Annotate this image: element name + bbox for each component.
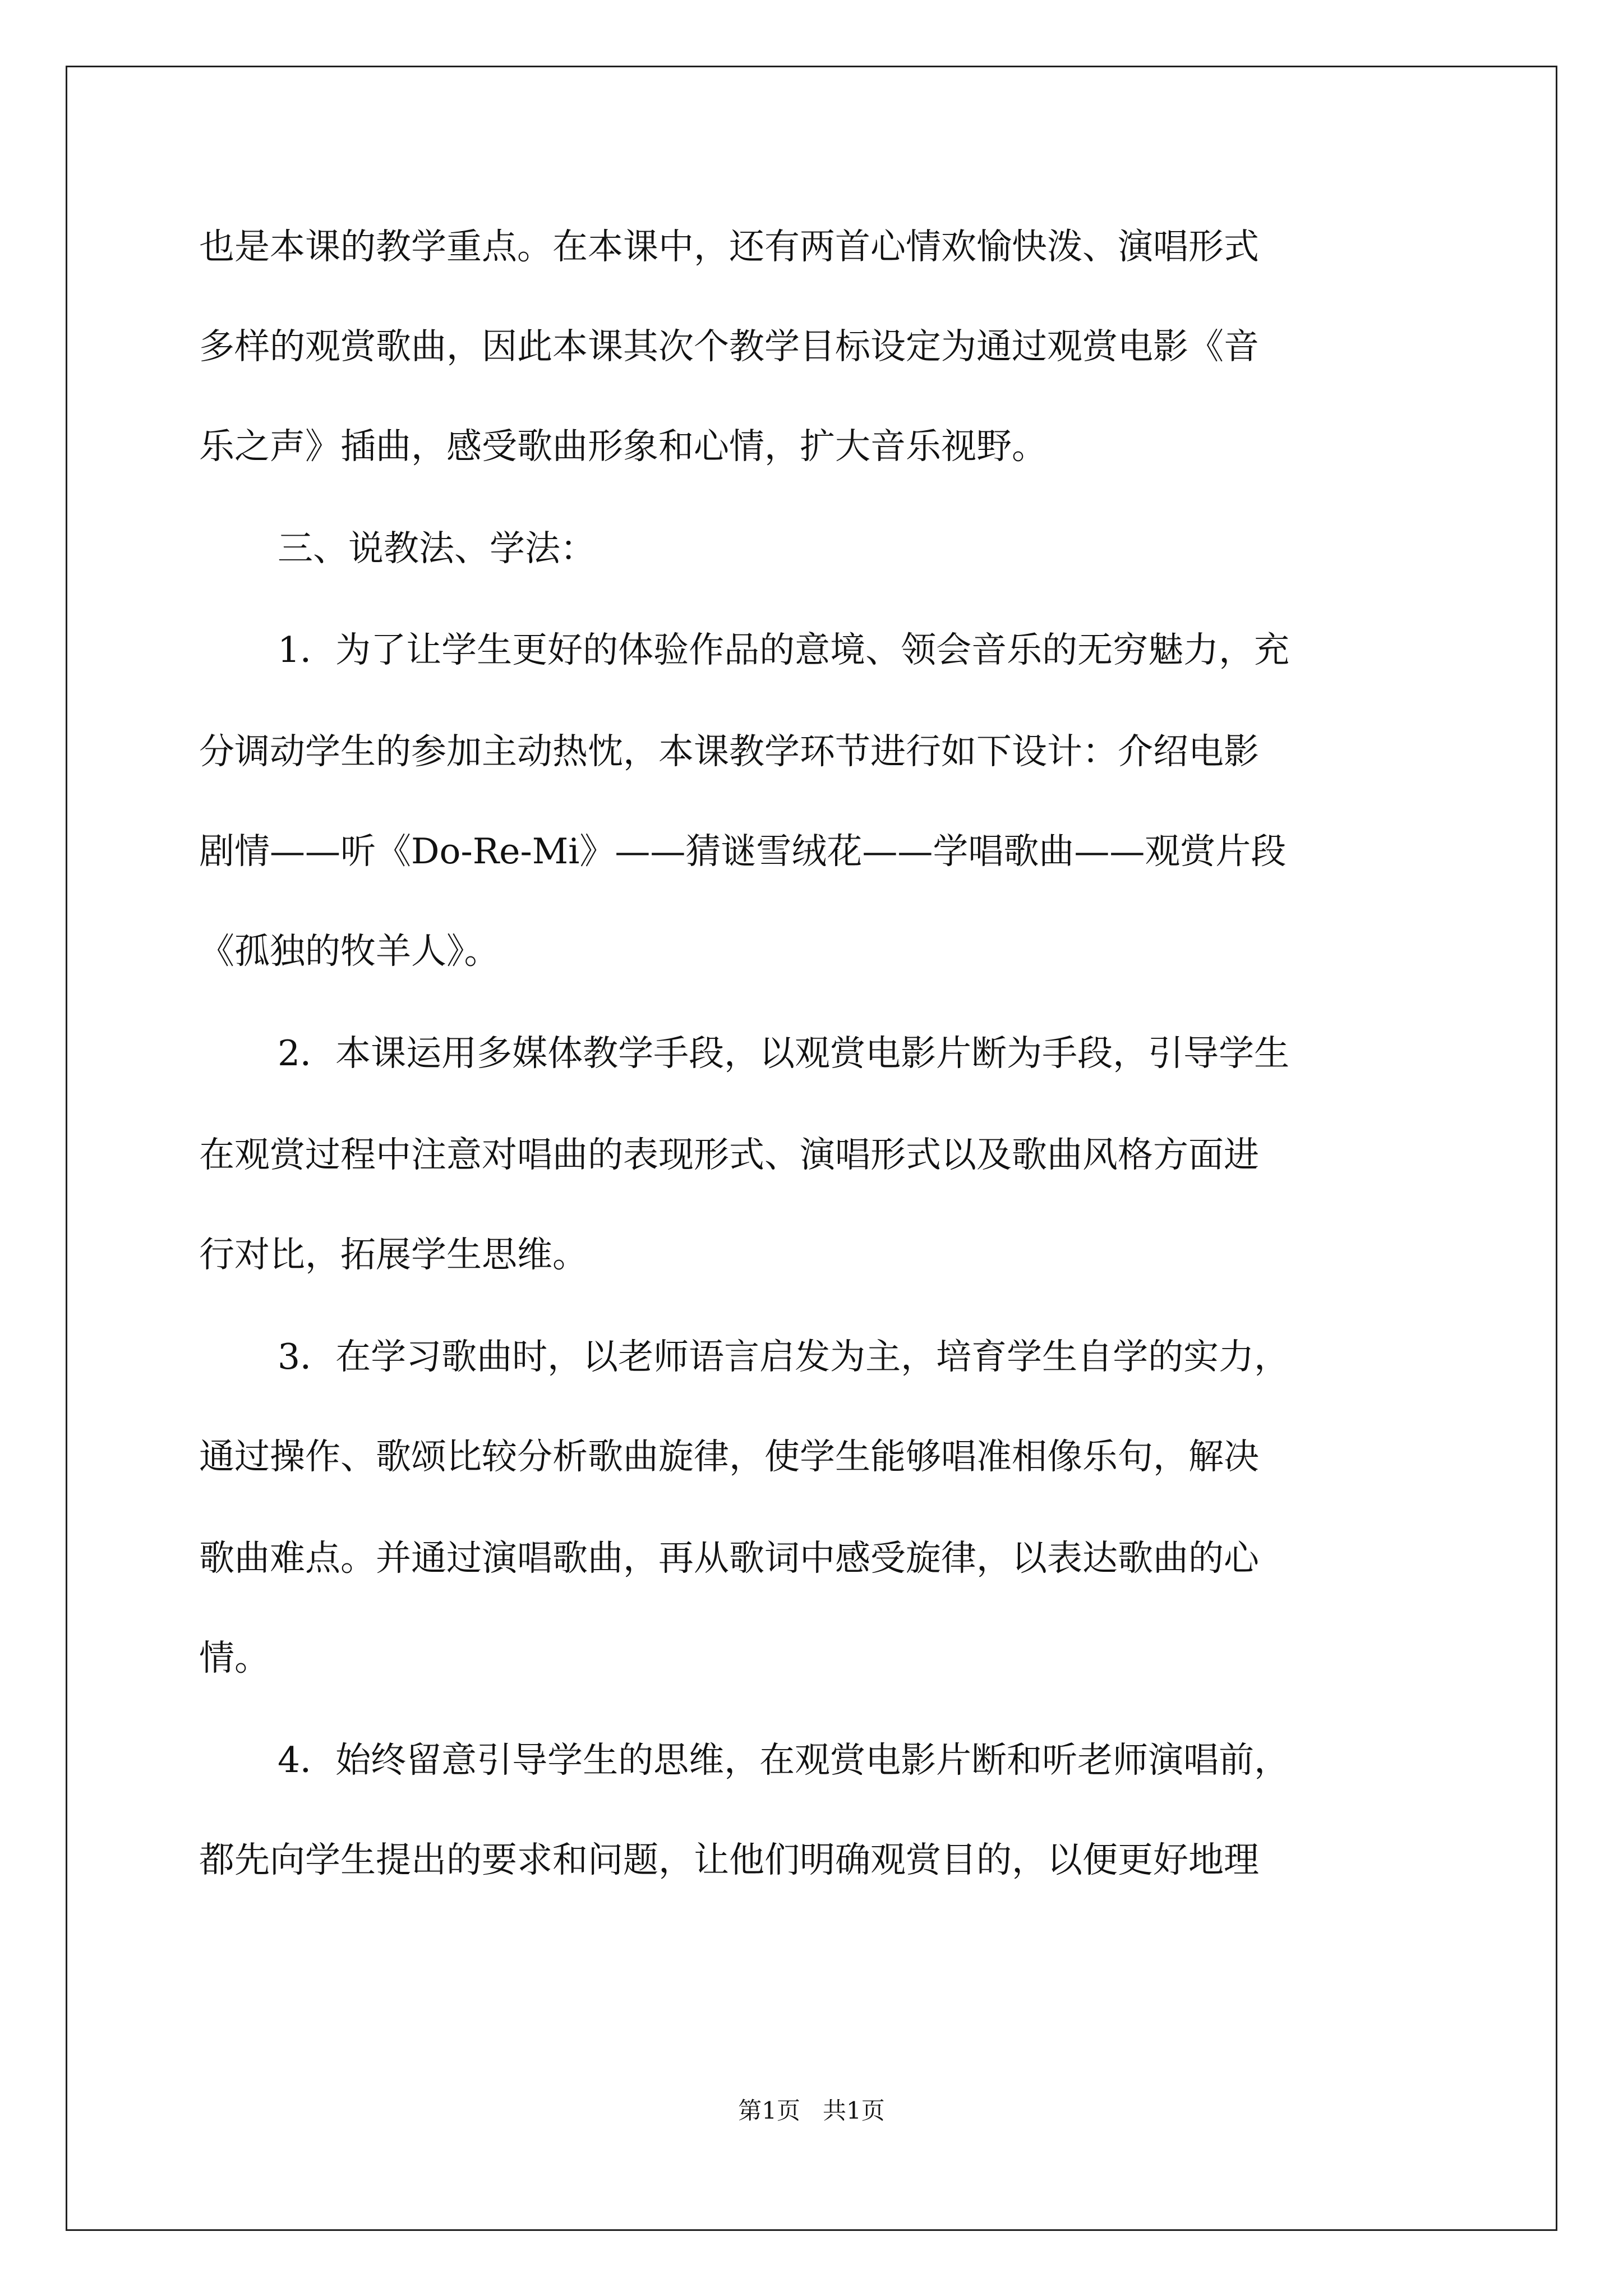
- text-line: 4．始终留意引导学生的思维，在观赏电影片断和听老师演唱前，: [278, 1740, 1290, 1780]
- page-footer: 第1页 共1页: [738, 2097, 885, 2124]
- text-line: 分调动学生的参加主动热忱，本课教学环节进行如下设计：介绍电影: [199, 731, 1259, 772]
- text-line: 都先向学生提出的要求和问题，让他们明确观赏目的，以便更好地理: [199, 1839, 1259, 1880]
- text-line: 1．为了让学生更好的体验作品的意境、领会音乐的无穷魅力，充: [278, 629, 1290, 670]
- section-heading: 三、说教法、学法：: [278, 528, 596, 569]
- text-line: 剧情——听《Do-Re-Mi》——猜谜雪绒花——学唱歌曲——观赏片段: [199, 831, 1287, 872]
- text-line: 情。: [199, 1637, 270, 1678]
- text-line: 乐之声》插曲，感受歌曲形象和心情，扩大音乐视野。: [199, 426, 1047, 467]
- text-line: 也是本课的教学重点。在本课中，还有两首心情欢愉快泼、演唱形式: [199, 226, 1259, 267]
- text-line: 2．本课运用多媒体教学手段，以观赏电影片断为手段，引导学生: [278, 1033, 1290, 1074]
- text-line: 3．在学习歌曲时，以老师语言启发为主，培育学生自学的实力，: [278, 1336, 1290, 1377]
- text-line: 通过操作、歌颂比较分析歌曲旋律，使学生能够唱准相像乐句，解决: [199, 1436, 1259, 1477]
- text-line: 《孤独的牧羊人》。: [199, 931, 500, 972]
- text-line: 歌曲难点。并通过演唱歌曲，再从歌词中感受旋律，以表达歌曲的心: [199, 1538, 1259, 1579]
- text-line: 在观赏过程中注意对唱曲的表现形式、演唱形式以及歌曲风格方面进: [199, 1134, 1259, 1175]
- text-line: 行对比，拓展学生思维。: [199, 1234, 588, 1275]
- text-line: 多样的观赏歌曲，因此本课其次个教学目标设定为通过观赏电影《音: [199, 326, 1259, 367]
